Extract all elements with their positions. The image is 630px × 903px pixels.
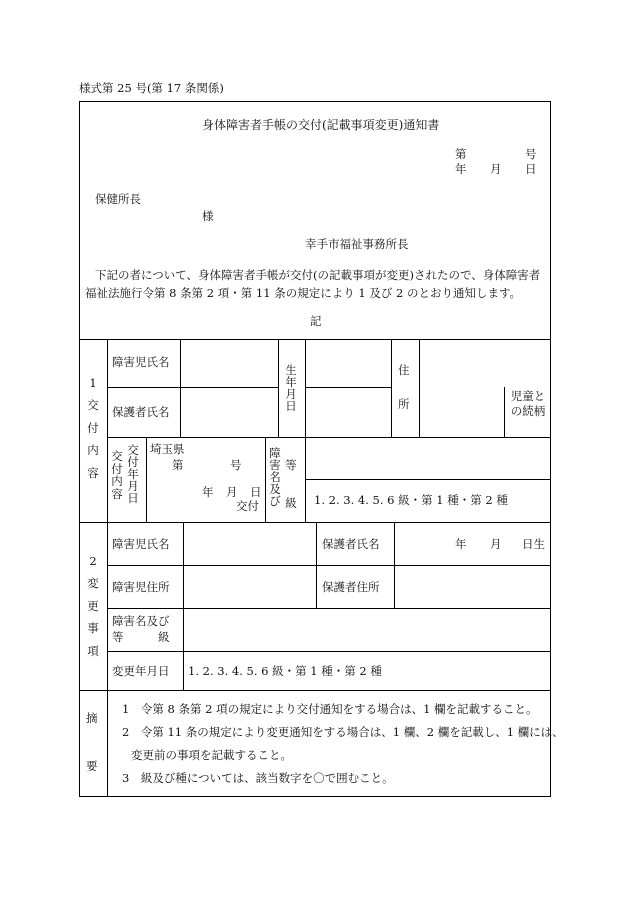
ki-label: 記 bbox=[310, 314, 322, 328]
rule-s2-row3 bbox=[107, 608, 551, 609]
s1-content-outer: 交 付 内 容 bbox=[111, 449, 123, 501]
rule-s1-content-top bbox=[107, 437, 551, 438]
rule-s1-birth-right bbox=[305, 339, 306, 522]
rule-section2-top bbox=[79, 522, 551, 523]
date-day: 日 bbox=[525, 162, 537, 176]
summary-note-3: 3 級及び種については、該当数字を〇で囲むこと。 bbox=[122, 771, 394, 785]
s1-address-label-1: 住 bbox=[398, 363, 410, 377]
number-dai: 第 bbox=[455, 147, 467, 161]
s1-relation-label: 児童と の続柄 bbox=[510, 389, 546, 418]
rule-s2-label-col bbox=[183, 522, 184, 690]
addressee-sama: 様 bbox=[202, 209, 214, 223]
s1-birth-label: 生 年 月 日 bbox=[285, 363, 297, 414]
addressee: 保健所長 bbox=[95, 192, 141, 206]
s1-date-day: 日 bbox=[250, 485, 262, 499]
s2-birth-year: 年 bbox=[455, 537, 467, 551]
rule-s1-address-left bbox=[391, 339, 392, 437]
s2-disability-name-line1: 障害名及び bbox=[112, 614, 170, 628]
s1-disability-label-b: 等 級 bbox=[285, 458, 297, 510]
body-line-2: 福祉法施行令第 8 条第 2 項・第 11 条の規定により 1 及び 2 のとおり通知します。 bbox=[85, 286, 522, 300]
rule-s1-names-mid bbox=[107, 387, 278, 388]
rule-s1-name-col bbox=[180, 339, 181, 437]
s2-birth-month: 月 bbox=[490, 537, 502, 551]
summary-note-1: 1 令第 8 条第 2 項の規定により交付通知をする場合は、1 欄を記載すること。 bbox=[122, 702, 538, 716]
rule-s1-address-right bbox=[419, 339, 420, 437]
s1-address-label-2: 所 bbox=[398, 397, 410, 411]
rule-s1-grade-mid bbox=[305, 479, 551, 480]
s1-guardian-name-label: 保護者氏名 bbox=[112, 405, 170, 419]
body-line-1: 下記の者について、身体障害者手帳が交付(の記載事項が変更)されたので、身体障害者 bbox=[95, 268, 541, 282]
s1-content-inner: 交 付 年 月 日 bbox=[127, 443, 139, 506]
date-month: 月 bbox=[490, 162, 502, 176]
date-year: 年 bbox=[455, 162, 467, 176]
form-number: 様式第 25 号(第 17 条関係) bbox=[79, 81, 224, 95]
s1-dai: 第 bbox=[172, 458, 184, 472]
document-title: 身体障害者手帳の交付(記載事項変更)通知書 bbox=[202, 118, 440, 132]
rule-summary-top bbox=[79, 690, 551, 691]
summary-note-2b: 変更前の事項を記載すること。 bbox=[131, 748, 292, 762]
rule-s1-disability-left bbox=[265, 437, 266, 522]
s1-go: 号 bbox=[230, 458, 242, 472]
rule-s2-row2 bbox=[107, 565, 551, 566]
s2-child-name-label: 障害児氏名 bbox=[112, 537, 170, 551]
s1-date-month: 月 bbox=[226, 485, 238, 499]
rule-s1-birth-mid bbox=[305, 387, 391, 388]
rule-label-column bbox=[107, 339, 108, 797]
s2-grade-options: 1. 2. 3. 4. 5. 6 級・第 1 種・第 2 種 bbox=[188, 664, 382, 678]
s2-child-address-label: 障害児住所 bbox=[112, 580, 170, 594]
rule-s1-content-label bbox=[146, 437, 147, 522]
s2-birth-day: 日生 bbox=[522, 537, 545, 551]
rule-s2-row4 bbox=[107, 651, 551, 652]
section1-label: 1 交 付 内 容 bbox=[87, 376, 99, 480]
rule-s1-relation-left bbox=[504, 387, 505, 437]
s2-change-date-label: 変更年月日 bbox=[112, 664, 170, 678]
summary-label-bottom: 要 bbox=[86, 759, 98, 773]
rule-s1-birth-left bbox=[278, 339, 279, 437]
section2-label: 2 変 更 事 項 bbox=[87, 554, 99, 658]
s1-prefecture: 埼玉県 bbox=[150, 442, 185, 456]
number-go: 号 bbox=[525, 147, 537, 161]
rule-s2-mid-left bbox=[316, 522, 317, 608]
s1-disability-label-a: 障 害 名 及 び bbox=[269, 446, 281, 509]
s1-grade-options: 1. 2. 3. 4. 5. 6 級・第 1 種・第 2 種 bbox=[314, 493, 508, 507]
s2-guardian-name-label: 保護者氏名 bbox=[322, 537, 380, 551]
rule-section1-top bbox=[79, 339, 551, 340]
s1-date-year: 年 bbox=[202, 485, 214, 499]
s2-disability-name-line2: 等 級 bbox=[112, 630, 170, 644]
sender: 幸手市福祉事務所長 bbox=[305, 237, 409, 251]
summary-note-2a: 2 令第 11 条の規定により変更通知をする場合は、1 欄、2 欄を記載し、1 欄には、 bbox=[122, 725, 564, 739]
s2-guardian-address-label: 保護者住所 bbox=[322, 580, 380, 594]
s1-child-name-label: 障害児氏名 bbox=[112, 355, 170, 369]
summary-label-top: 摘 bbox=[86, 711, 98, 725]
rule-s2-mid-right bbox=[394, 522, 395, 608]
s1-koufu: 交付 bbox=[236, 499, 259, 513]
